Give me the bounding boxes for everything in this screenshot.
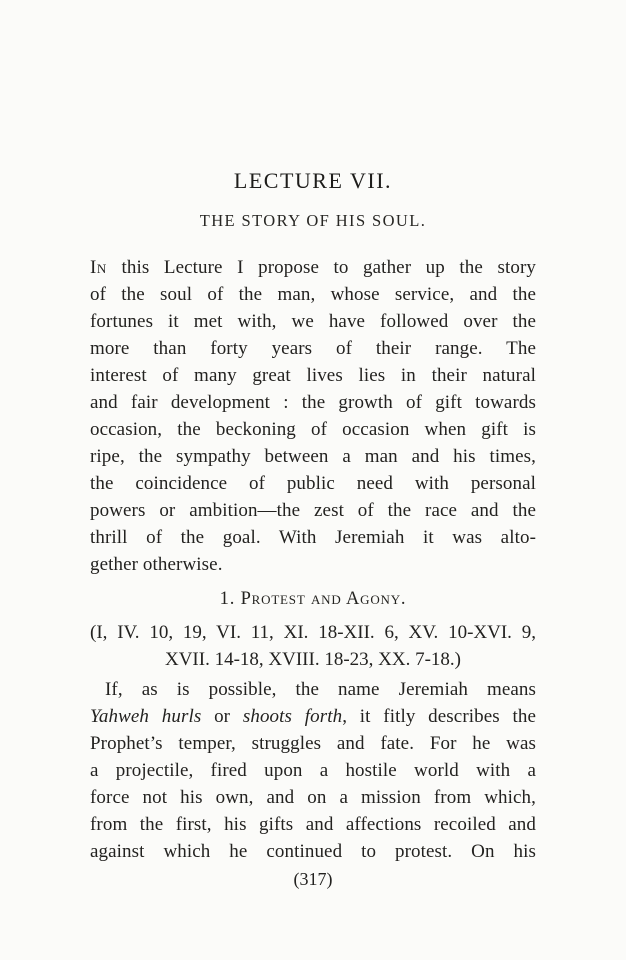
text-segment: against which he continued to protest. On his <box>90 841 536 862</box>
text-segment: force not his own, and on a mission from which, <box>90 787 536 808</box>
text-line <box>90 838 536 865</box>
text-segment: thrill of the goal. With Jeremiah it was alto- <box>90 527 536 548</box>
text-line <box>90 730 536 757</box>
text-segment: and fair development : the growth of gift towards <box>90 392 536 413</box>
text-line <box>90 389 536 416</box>
text-line <box>90 443 536 470</box>
text-line <box>90 811 536 838</box>
reference-line-1: (I, IV. 10, 19, VI. 11, XI. 18-XII. 6, XV. 10-XVI. 9, <box>90 622 536 643</box>
lecture-title: LECTURE VII. <box>233 168 393 193</box>
text-line <box>90 362 536 389</box>
book-page <box>90 0 536 892</box>
text-segment: from the first, his gifts and affections recoiled and <box>90 814 536 835</box>
text-line <box>90 308 536 335</box>
text-line <box>90 784 536 811</box>
reference-line-2: XVII. 14-18, XVIII. 18-23, XX. 7-18.) <box>164 649 462 670</box>
text-segment: interest of many great lives lies in their natural <box>90 365 536 386</box>
text-line <box>90 470 536 497</box>
scripture-references <box>90 619 536 673</box>
text-segment: gether otherwise. <box>90 554 223 575</box>
text-segment: powers or ambition—the zest of the race and the <box>90 500 536 521</box>
text-segment: , it fitly describes the <box>342 706 537 727</box>
text-segment: occasion, the beckoning of occasion when gift is <box>90 419 536 440</box>
paragraph-intro <box>90 254 536 578</box>
italic-text: Yahweh hurls <box>90 706 202 727</box>
text-segment: Prophet’s temper, struggles and fate. For he was <box>90 733 536 754</box>
italic-text: shoots forth <box>242 706 343 727</box>
text-line <box>90 335 536 362</box>
text-segment: this Lecture I propose to gather up the story <box>106 257 536 278</box>
section-heading: 1. Protest and Agony. <box>219 589 407 609</box>
text-line <box>90 757 536 784</box>
text-line <box>90 497 536 524</box>
text-segment: ripe, the sympathy between a man and his times, <box>90 446 536 467</box>
page-number: (317) <box>293 869 333 889</box>
text-segment: fortunes it met with, we have followed over the <box>90 311 536 332</box>
smallcaps-text: In <box>90 257 107 278</box>
text-segment: or <box>201 706 243 727</box>
text-segment: the coincidence of public need with personal <box>90 473 536 494</box>
text-line <box>90 551 536 578</box>
text-line <box>90 676 536 703</box>
text-line <box>90 416 536 443</box>
chapter-subtitle: THE STORY OF HIS SOUL. <box>199 211 427 230</box>
text-line <box>90 703 536 730</box>
text-segment: more than forty years of their range. The <box>90 338 536 359</box>
text-line <box>90 281 536 308</box>
paragraph-protest-and-agony <box>90 676 536 865</box>
text-segment: If, as is possible, the name Jeremiah means <box>105 679 536 700</box>
text-line <box>90 524 536 551</box>
text-segment: of the soul of the man, whose service, and the <box>90 284 536 305</box>
text-line <box>90 254 536 281</box>
text-segment: a projectile, fired upon a hostile world with a <box>90 760 536 781</box>
